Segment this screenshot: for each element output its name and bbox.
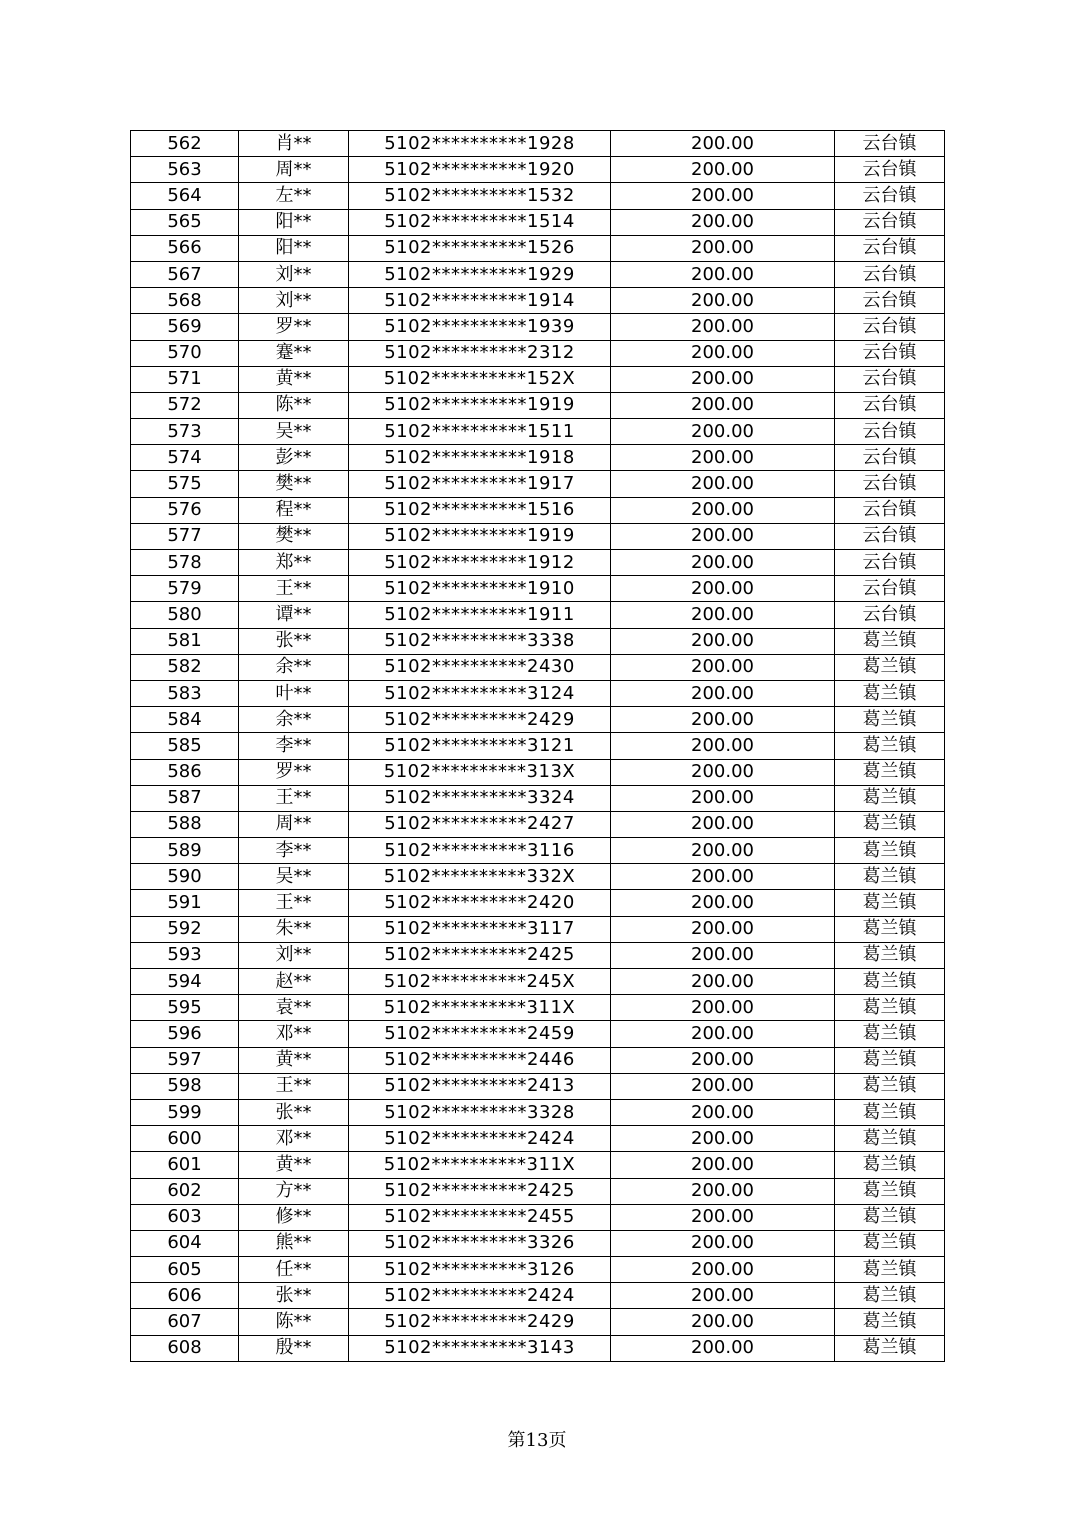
table-row — [131, 759, 945, 785]
id-number-cell: 5102**********1910 — [349, 576, 611, 602]
amount-cell: 200.00 — [611, 497, 835, 523]
id-number-cell: 5102**********2459 — [349, 1021, 611, 1047]
name-cell: 刘** — [239, 261, 349, 287]
name-cell: 修** — [239, 1204, 349, 1230]
id-number-cell: 5102**********3124 — [349, 680, 611, 706]
name-cell: 李** — [239, 733, 349, 759]
row-number-cell: 596 — [131, 1021, 239, 1047]
amount-cell: 200.00 — [611, 864, 835, 890]
name-cell: 邓** — [239, 1126, 349, 1152]
row-number-cell: 608 — [131, 1335, 239, 1361]
name-cell: 罗** — [239, 314, 349, 340]
id-number-cell: 5102**********2430 — [349, 654, 611, 680]
amount-cell: 200.00 — [611, 366, 835, 392]
town-cell: 云台镇 — [835, 550, 945, 576]
town-cell: 葛兰镇 — [835, 759, 945, 785]
table-row — [131, 838, 945, 864]
amount-cell: 200.00 — [611, 314, 835, 340]
name-cell: 黄** — [239, 1152, 349, 1178]
id-number-cell: 5102**********1917 — [349, 471, 611, 497]
name-cell: 袁** — [239, 995, 349, 1021]
id-number-cell: 5102**********152X — [349, 366, 611, 392]
name-cell: 樊** — [239, 523, 349, 549]
town-cell: 葛兰镇 — [835, 811, 945, 837]
table-row — [131, 392, 945, 418]
name-cell: 张** — [239, 628, 349, 654]
subsidy-table-body — [131, 131, 945, 1362]
id-number-cell: 5102**********1914 — [349, 288, 611, 314]
table-row — [131, 314, 945, 340]
row-number-cell: 595 — [131, 995, 239, 1021]
id-number-cell: 5102**********1511 — [349, 419, 611, 445]
name-cell: 黄** — [239, 366, 349, 392]
id-number-cell: 5102**********3338 — [349, 628, 611, 654]
amount-cell: 200.00 — [611, 628, 835, 654]
row-number-cell: 587 — [131, 785, 239, 811]
name-cell: 余** — [239, 654, 349, 680]
id-number-cell: 5102**********2455 — [349, 1204, 611, 1230]
id-number-cell: 5102**********1919 — [349, 392, 611, 418]
row-number-cell: 572 — [131, 392, 239, 418]
name-cell: 吴** — [239, 419, 349, 445]
name-cell: 朱** — [239, 916, 349, 942]
row-number-cell: 584 — [131, 707, 239, 733]
amount-cell: 200.00 — [611, 1152, 835, 1178]
table-row — [131, 890, 945, 916]
table-row — [131, 1099, 945, 1125]
town-cell: 云台镇 — [835, 157, 945, 183]
id-number-cell: 5102**********2446 — [349, 1047, 611, 1073]
amount-cell: 200.00 — [611, 916, 835, 942]
row-number-cell: 603 — [131, 1204, 239, 1230]
id-number-cell: 5102**********313X — [349, 759, 611, 785]
id-number-cell: 5102**********245X — [349, 969, 611, 995]
table-row — [131, 1257, 945, 1283]
name-cell: 叶** — [239, 680, 349, 706]
town-cell: 云台镇 — [835, 209, 945, 235]
town-cell: 葛兰镇 — [835, 969, 945, 995]
table-row — [131, 523, 945, 549]
name-cell: 任** — [239, 1257, 349, 1283]
row-number-cell: 606 — [131, 1283, 239, 1309]
row-number-cell: 580 — [131, 602, 239, 628]
town-cell: 云台镇 — [835, 288, 945, 314]
amount-cell: 200.00 — [611, 1126, 835, 1152]
id-number-cell: 5102**********3126 — [349, 1257, 611, 1283]
row-number-cell: 585 — [131, 733, 239, 759]
town-cell: 云台镇 — [835, 261, 945, 287]
town-cell: 葛兰镇 — [835, 1047, 945, 1073]
amount-cell: 200.00 — [611, 445, 835, 471]
row-number-cell: 594 — [131, 969, 239, 995]
name-cell: 樊** — [239, 471, 349, 497]
id-number-cell: 5102**********311X — [349, 995, 611, 1021]
name-cell: 左** — [239, 183, 349, 209]
row-number-cell: 582 — [131, 654, 239, 680]
row-number-cell: 565 — [131, 209, 239, 235]
row-number-cell: 591 — [131, 890, 239, 916]
table-row — [131, 1230, 945, 1256]
amount-cell: 200.00 — [611, 471, 835, 497]
table-row — [131, 1152, 945, 1178]
town-cell: 葛兰镇 — [835, 707, 945, 733]
id-number-cell: 5102**********1514 — [349, 209, 611, 235]
amount-cell: 200.00 — [611, 733, 835, 759]
amount-cell: 200.00 — [611, 1230, 835, 1256]
town-cell: 葛兰镇 — [835, 1152, 945, 1178]
table-row — [131, 157, 945, 183]
town-cell: 云台镇 — [835, 183, 945, 209]
name-cell: 张** — [239, 1099, 349, 1125]
amount-cell: 200.00 — [611, 1099, 835, 1125]
row-number-cell: 590 — [131, 864, 239, 890]
town-cell: 葛兰镇 — [835, 1309, 945, 1335]
town-cell: 葛兰镇 — [835, 1257, 945, 1283]
table-row — [131, 445, 945, 471]
amount-cell: 200.00 — [611, 576, 835, 602]
amount-cell: 200.00 — [611, 602, 835, 628]
amount-cell: 200.00 — [611, 235, 835, 261]
subsidy-table — [130, 130, 945, 1362]
table-row — [131, 261, 945, 287]
town-cell: 葛兰镇 — [835, 654, 945, 680]
row-number-cell: 568 — [131, 288, 239, 314]
amount-cell: 200.00 — [611, 1309, 835, 1335]
town-cell: 云台镇 — [835, 314, 945, 340]
amount-cell: 200.00 — [611, 680, 835, 706]
table-row — [131, 916, 945, 942]
town-cell: 云台镇 — [835, 602, 945, 628]
town-cell: 葛兰镇 — [835, 838, 945, 864]
row-number-cell: 605 — [131, 1257, 239, 1283]
amount-cell: 200.00 — [611, 157, 835, 183]
name-cell: 阳** — [239, 235, 349, 261]
town-cell: 葛兰镇 — [835, 785, 945, 811]
amount-cell: 200.00 — [611, 1204, 835, 1230]
name-cell: 李** — [239, 838, 349, 864]
page-number: 第13页 — [507, 1430, 567, 1451]
town-cell: 葛兰镇 — [835, 1099, 945, 1125]
id-number-cell: 5102**********1912 — [349, 550, 611, 576]
id-number-cell: 5102**********311X — [349, 1152, 611, 1178]
row-number-cell: 600 — [131, 1126, 239, 1152]
row-number-cell: 563 — [131, 157, 239, 183]
table-row — [131, 183, 945, 209]
town-cell: 云台镇 — [835, 497, 945, 523]
row-number-cell: 588 — [131, 811, 239, 837]
amount-cell: 200.00 — [611, 1283, 835, 1309]
town-cell: 云台镇 — [835, 576, 945, 602]
amount-cell: 200.00 — [611, 523, 835, 549]
table-row — [131, 864, 945, 890]
id-number-cell: 5102**********2429 — [349, 1309, 611, 1335]
table-row — [131, 1204, 945, 1230]
name-cell: 谭** — [239, 602, 349, 628]
row-number-cell: 599 — [131, 1099, 239, 1125]
amount-cell: 200.00 — [611, 995, 835, 1021]
town-cell: 葛兰镇 — [835, 1230, 945, 1256]
town-cell: 葛兰镇 — [835, 864, 945, 890]
amount-cell: 200.00 — [611, 969, 835, 995]
table-row — [131, 1309, 945, 1335]
table-row — [131, 419, 945, 445]
town-cell: 葛兰镇 — [835, 1283, 945, 1309]
name-cell: 张** — [239, 1283, 349, 1309]
id-number-cell: 5102**********3324 — [349, 785, 611, 811]
id-number-cell: 5102**********1928 — [349, 131, 611, 157]
table-row — [131, 340, 945, 366]
id-number-cell: 5102**********1911 — [349, 602, 611, 628]
name-cell: 余** — [239, 707, 349, 733]
name-cell: 殷** — [239, 1335, 349, 1361]
id-number-cell: 5102**********1918 — [349, 445, 611, 471]
amount-cell: 200.00 — [611, 550, 835, 576]
name-cell: 蹇** — [239, 340, 349, 366]
name-cell: 程** — [239, 497, 349, 523]
id-number-cell: 5102**********3116 — [349, 838, 611, 864]
id-number-cell: 5102**********1920 — [349, 157, 611, 183]
town-cell: 葛兰镇 — [835, 628, 945, 654]
amount-cell: 200.00 — [611, 1021, 835, 1047]
name-cell: 王** — [239, 785, 349, 811]
id-number-cell: 5102**********2429 — [349, 707, 611, 733]
name-cell: 王** — [239, 1073, 349, 1099]
town-cell: 葛兰镇 — [835, 995, 945, 1021]
amount-cell: 200.00 — [611, 340, 835, 366]
row-number-cell: 575 — [131, 471, 239, 497]
amount-cell: 200.00 — [611, 1073, 835, 1099]
name-cell: 刘** — [239, 288, 349, 314]
name-cell: 肖** — [239, 131, 349, 157]
amount-cell: 200.00 — [611, 1257, 835, 1283]
town-cell: 云台镇 — [835, 392, 945, 418]
town-cell: 葛兰镇 — [835, 942, 945, 968]
table-row — [131, 1126, 945, 1152]
table-row — [131, 576, 945, 602]
town-cell: 葛兰镇 — [835, 1073, 945, 1099]
row-number-cell: 573 — [131, 419, 239, 445]
row-number-cell: 569 — [131, 314, 239, 340]
table-row — [131, 366, 945, 392]
table-row — [131, 1073, 945, 1099]
row-number-cell: 564 — [131, 183, 239, 209]
town-cell: 葛兰镇 — [835, 1335, 945, 1361]
name-cell: 黄** — [239, 1047, 349, 1073]
amount-cell: 200.00 — [611, 1335, 835, 1361]
id-number-cell: 5102**********1532 — [349, 183, 611, 209]
table-row — [131, 1021, 945, 1047]
id-number-cell: 5102**********2425 — [349, 942, 611, 968]
id-number-cell: 5102**********332X — [349, 864, 611, 890]
town-cell: 云台镇 — [835, 419, 945, 445]
town-cell: 葛兰镇 — [835, 1178, 945, 1204]
amount-cell: 200.00 — [611, 1178, 835, 1204]
town-cell: 云台镇 — [835, 131, 945, 157]
town-cell: 云台镇 — [835, 235, 945, 261]
row-number-cell: 602 — [131, 1178, 239, 1204]
row-number-cell: 577 — [131, 523, 239, 549]
row-number-cell: 570 — [131, 340, 239, 366]
table-row — [131, 969, 945, 995]
id-number-cell: 5102**********2427 — [349, 811, 611, 837]
name-cell: 王** — [239, 576, 349, 602]
name-cell: 方** — [239, 1178, 349, 1204]
town-cell: 葛兰镇 — [835, 916, 945, 942]
amount-cell: 200.00 — [611, 1047, 835, 1073]
town-cell: 葛兰镇 — [835, 890, 945, 916]
id-number-cell: 5102**********2424 — [349, 1283, 611, 1309]
table-row — [131, 942, 945, 968]
amount-cell: 200.00 — [611, 261, 835, 287]
name-cell: 陈** — [239, 392, 349, 418]
id-number-cell: 5102**********2424 — [349, 1126, 611, 1152]
row-number-cell: 566 — [131, 235, 239, 261]
name-cell: 罗** — [239, 759, 349, 785]
table-row — [131, 131, 945, 157]
row-number-cell: 571 — [131, 366, 239, 392]
id-number-cell: 5102**********1939 — [349, 314, 611, 340]
row-number-cell: 576 — [131, 497, 239, 523]
id-number-cell: 5102**********2420 — [349, 890, 611, 916]
id-number-cell: 5102**********3143 — [349, 1335, 611, 1361]
id-number-cell: 5102**********1526 — [349, 235, 611, 261]
row-number-cell: 579 — [131, 576, 239, 602]
town-cell: 云台镇 — [835, 366, 945, 392]
town-cell: 云台镇 — [835, 523, 945, 549]
row-number-cell: 597 — [131, 1047, 239, 1073]
name-cell: 熊** — [239, 1230, 349, 1256]
row-number-cell: 598 — [131, 1073, 239, 1099]
row-number-cell: 607 — [131, 1309, 239, 1335]
id-number-cell: 5102**********1516 — [349, 497, 611, 523]
town-cell: 葛兰镇 — [835, 1021, 945, 1047]
name-cell: 郑** — [239, 550, 349, 576]
town-cell: 葛兰镇 — [835, 1204, 945, 1230]
town-cell: 葛兰镇 — [835, 733, 945, 759]
row-number-cell: 589 — [131, 838, 239, 864]
name-cell: 阳** — [239, 209, 349, 235]
name-cell: 陈** — [239, 1309, 349, 1335]
amount-cell: 200.00 — [611, 288, 835, 314]
name-cell: 彭** — [239, 445, 349, 471]
id-number-cell: 5102**********1929 — [349, 261, 611, 287]
id-number-cell: 5102**********2425 — [349, 1178, 611, 1204]
amount-cell: 200.00 — [611, 759, 835, 785]
row-number-cell: 604 — [131, 1230, 239, 1256]
amount-cell: 200.00 — [611, 419, 835, 445]
town-cell: 云台镇 — [835, 445, 945, 471]
row-number-cell: 562 — [131, 131, 239, 157]
row-number-cell: 581 — [131, 628, 239, 654]
table-row — [131, 707, 945, 733]
row-number-cell: 578 — [131, 550, 239, 576]
table-row — [131, 1047, 945, 1073]
town-cell: 云台镇 — [835, 340, 945, 366]
row-number-cell: 601 — [131, 1152, 239, 1178]
table-row — [131, 235, 945, 261]
id-number-cell: 5102**********2413 — [349, 1073, 611, 1099]
id-number-cell: 5102**********2312 — [349, 340, 611, 366]
id-number-cell: 5102**********3326 — [349, 1230, 611, 1256]
name-cell: 赵** — [239, 969, 349, 995]
row-number-cell: 574 — [131, 445, 239, 471]
id-number-cell: 5102**********3117 — [349, 916, 611, 942]
row-number-cell: 592 — [131, 916, 239, 942]
table-row — [131, 811, 945, 837]
row-number-cell: 583 — [131, 680, 239, 706]
town-cell: 云台镇 — [835, 471, 945, 497]
id-number-cell: 5102**********1919 — [349, 523, 611, 549]
amount-cell: 200.00 — [611, 183, 835, 209]
table-row — [131, 995, 945, 1021]
table-row — [131, 785, 945, 811]
table-row — [131, 602, 945, 628]
table-row — [131, 1178, 945, 1204]
amount-cell: 200.00 — [611, 209, 835, 235]
amount-cell: 200.00 — [611, 654, 835, 680]
town-cell: 葛兰镇 — [835, 680, 945, 706]
amount-cell: 200.00 — [611, 785, 835, 811]
amount-cell: 200.00 — [611, 890, 835, 916]
table-row — [131, 288, 945, 314]
name-cell: 周** — [239, 157, 349, 183]
amount-cell: 200.00 — [611, 707, 835, 733]
id-number-cell: 5102**********3328 — [349, 1099, 611, 1125]
amount-cell: 200.00 — [611, 942, 835, 968]
name-cell: 吴** — [239, 864, 349, 890]
table-row — [131, 680, 945, 706]
id-number-cell: 5102**********3121 — [349, 733, 611, 759]
table-row — [131, 550, 945, 576]
amount-cell: 200.00 — [611, 838, 835, 864]
table-row — [131, 1335, 945, 1361]
row-number-cell: 586 — [131, 759, 239, 785]
amount-cell: 200.00 — [611, 392, 835, 418]
name-cell: 周** — [239, 811, 349, 837]
amount-cell: 200.00 — [611, 811, 835, 837]
table-row — [131, 628, 945, 654]
table-row — [131, 471, 945, 497]
name-cell: 邓** — [239, 1021, 349, 1047]
name-cell: 王** — [239, 890, 349, 916]
table-row — [131, 733, 945, 759]
town-cell: 葛兰镇 — [835, 1126, 945, 1152]
name-cell: 刘** — [239, 942, 349, 968]
table-row — [131, 1283, 945, 1309]
table-row — [131, 209, 945, 235]
table-row — [131, 654, 945, 680]
amount-cell: 200.00 — [611, 131, 835, 157]
row-number-cell: 593 — [131, 942, 239, 968]
row-number-cell: 567 — [131, 261, 239, 287]
table-row — [131, 497, 945, 523]
